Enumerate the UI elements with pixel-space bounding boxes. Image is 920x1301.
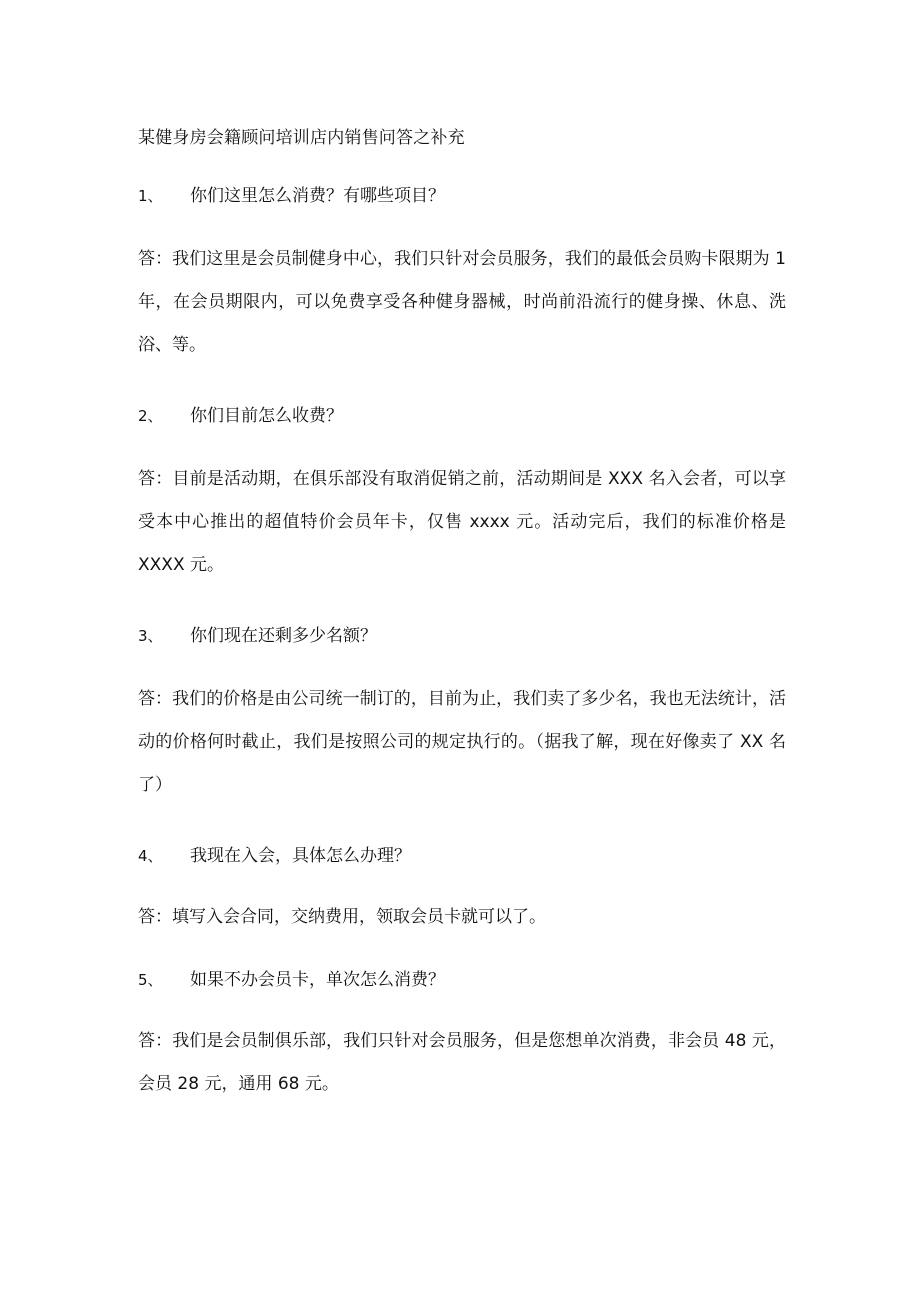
question-3 xyxy=(138,622,377,650)
answer-5: 答：我们是会员制俱乐部，我们只针对会员服务，但是您想单次消费，非会员 48 元，会员 28 元，通用 68 元。 xyxy=(138,1031,786,1094)
question-text: 你们这里怎么消费？有哪些项目？ xyxy=(190,186,445,206)
answer-2: 答：目前是活动期，在俱乐部没有取消促销之前，活动期间是 XXX 名入会者，可以享受本中心推出的超值特价会员年卡，仅售 xxxx 元。活动完后，我们的标准价格是 XXXX 元。 xyxy=(138,469,786,575)
question-2 xyxy=(138,402,343,430)
question-number: 2、 xyxy=(138,407,163,425)
question-text: 你们目前怎么收费？ xyxy=(190,406,343,426)
question-text: 你们现在还剩多少名额？ xyxy=(190,626,377,646)
question-1 xyxy=(138,182,445,210)
question-5 xyxy=(138,966,445,994)
answer-4: 答：填写入会合同，交纳费用，领取会员卡就可以了。 xyxy=(138,907,546,927)
answer-1: 答：我们这里是会员制健身中心，我们只针对会员服务，我们的最低会员购卡限期为 1 年，在会员期限内，可以免费享受各种健身器械，时尚前沿流行的健身操、休息、洗浴、等。 xyxy=(138,249,786,355)
question-number: 1、 xyxy=(138,187,163,205)
question-number: 3、 xyxy=(138,627,163,645)
question-number: 5、 xyxy=(138,971,163,989)
answer-3: 答：我们的价格是由公司统一制订的，目前为止，我们卖了多少名，我也无法统计，活动的价格何时截止，我们是按照公司的规定执行的。（据我了解，现在好像卖了 XX 名了） xyxy=(138,689,786,795)
question-number: 4、 xyxy=(138,847,163,865)
question-4 xyxy=(138,842,411,870)
question-text: 我现在入会，具体怎么办理？ xyxy=(190,846,411,866)
question-text: 如果不办会员卡，单次怎么消费？ xyxy=(190,970,445,990)
document-title: 某健身房会籍顾问培训店内销售问答之补充 xyxy=(138,128,465,148)
